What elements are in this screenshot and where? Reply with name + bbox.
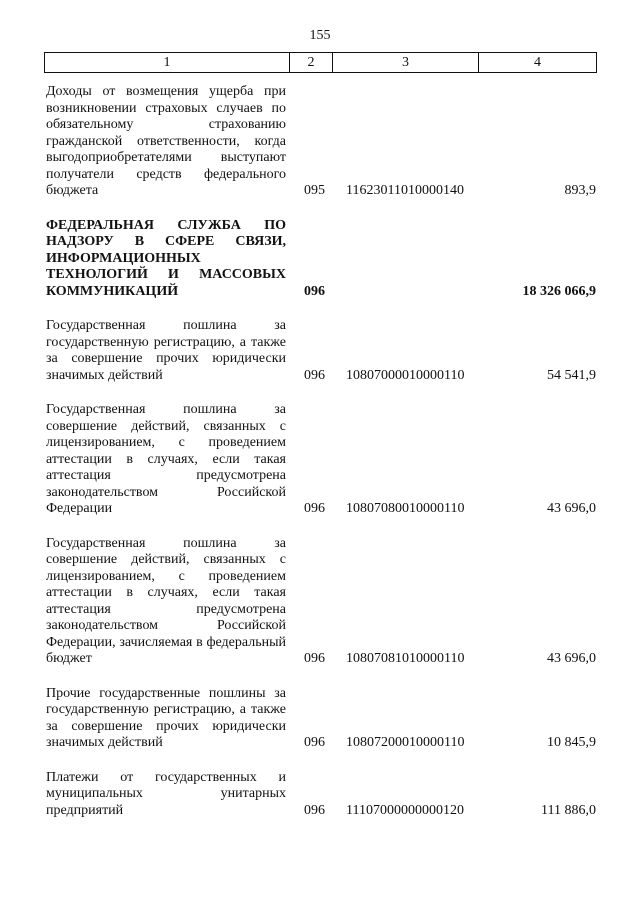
table-row (0, 318, 640, 384)
row-admin-code: 096 (304, 501, 325, 516)
row-admin-code: 096 (304, 283, 325, 299)
table-row (0, 402, 640, 518)
page-number: 155 (309, 28, 331, 43)
row-description: Прочие государственные пошлины за государственную регистрацию, а также за совершение прочих юридически значимых действий (46, 685, 286, 750)
row-budget-code: 10807000010000110 (346, 367, 465, 383)
row-admin-code: 096 (304, 367, 325, 383)
column-header-row (45, 53, 597, 73)
row-description: Государственная пошлина за совершение действий, связанных с лицензированием, с проведением аттестации в случаях, если такая аттестация предусмотрена законодательством Российской Федерации (46, 402, 286, 516)
row-amount: 893,9 (564, 183, 596, 198)
table-row (0, 686, 640, 752)
row-admin-code: 096 (304, 651, 325, 666)
row-amount: 10 845,9 (547, 735, 596, 750)
row-budget-code: 11623011010000140 (346, 183, 464, 198)
row-budget-code: 10807081010000110 (346, 651, 465, 666)
row-description: Платежи от государственных и муниципальных унитарных предприятий (46, 769, 286, 818)
column-header-2: 2 (290, 53, 333, 73)
table-body (0, 84, 640, 837)
row-amount: 54 541,9 (547, 367, 596, 383)
table-row (0, 536, 640, 668)
table-row (0, 770, 640, 820)
row-amount: 43 696,0 (547, 651, 596, 666)
row-admin-code: 096 (304, 735, 325, 750)
row-description: Государственная пошлина за совершение действий, связанных с лицензированием, с проведением аттестации в случаях, если такая аттестация предусмотрена законодательством Российской Федерации, зачисляемая в федеральный бюджет (46, 535, 286, 666)
row-admin-code: 095 (304, 183, 325, 198)
row-description: ФЕДЕРАЛЬНАЯ СЛУЖБА ПО НАДЗОРУ В СФЕРЕ СВЯЗИ, ИНФОРМАЦИОННЫХ ТЕХНОЛОГИЙ И МАССОВЫХ КОММУНИКАЦИЙ (46, 217, 286, 299)
column-header-table (44, 52, 597, 73)
table-row (0, 218, 640, 301)
column-header-3: 3 (333, 53, 479, 73)
row-budget-code: 10807200010000110 (346, 735, 465, 750)
row-amount: 18 326 066,9 (522, 283, 596, 299)
row-amount: 111 886,0 (541, 802, 596, 818)
table-row (0, 84, 640, 200)
row-amount: 43 696,0 (547, 501, 596, 516)
row-description: Государственная пошлина за государственную регистрацию, а также за совершение прочих юридически значимых действий (46, 318, 286, 383)
column-header-1: 1 (45, 53, 290, 73)
row-admin-code: 096 (304, 802, 325, 818)
row-budget-code: 11107000000000120 (346, 802, 464, 818)
row-description: Доходы от возмещения ущерба при возникновении страховых случаев по обязательному страхованию гражданской ответственности, когда выгодоприобретателями выступают получатели средств федерального бюджета (46, 84, 286, 198)
column-header-4: 4 (479, 53, 597, 73)
row-budget-code: 10807080010000110 (346, 501, 465, 516)
